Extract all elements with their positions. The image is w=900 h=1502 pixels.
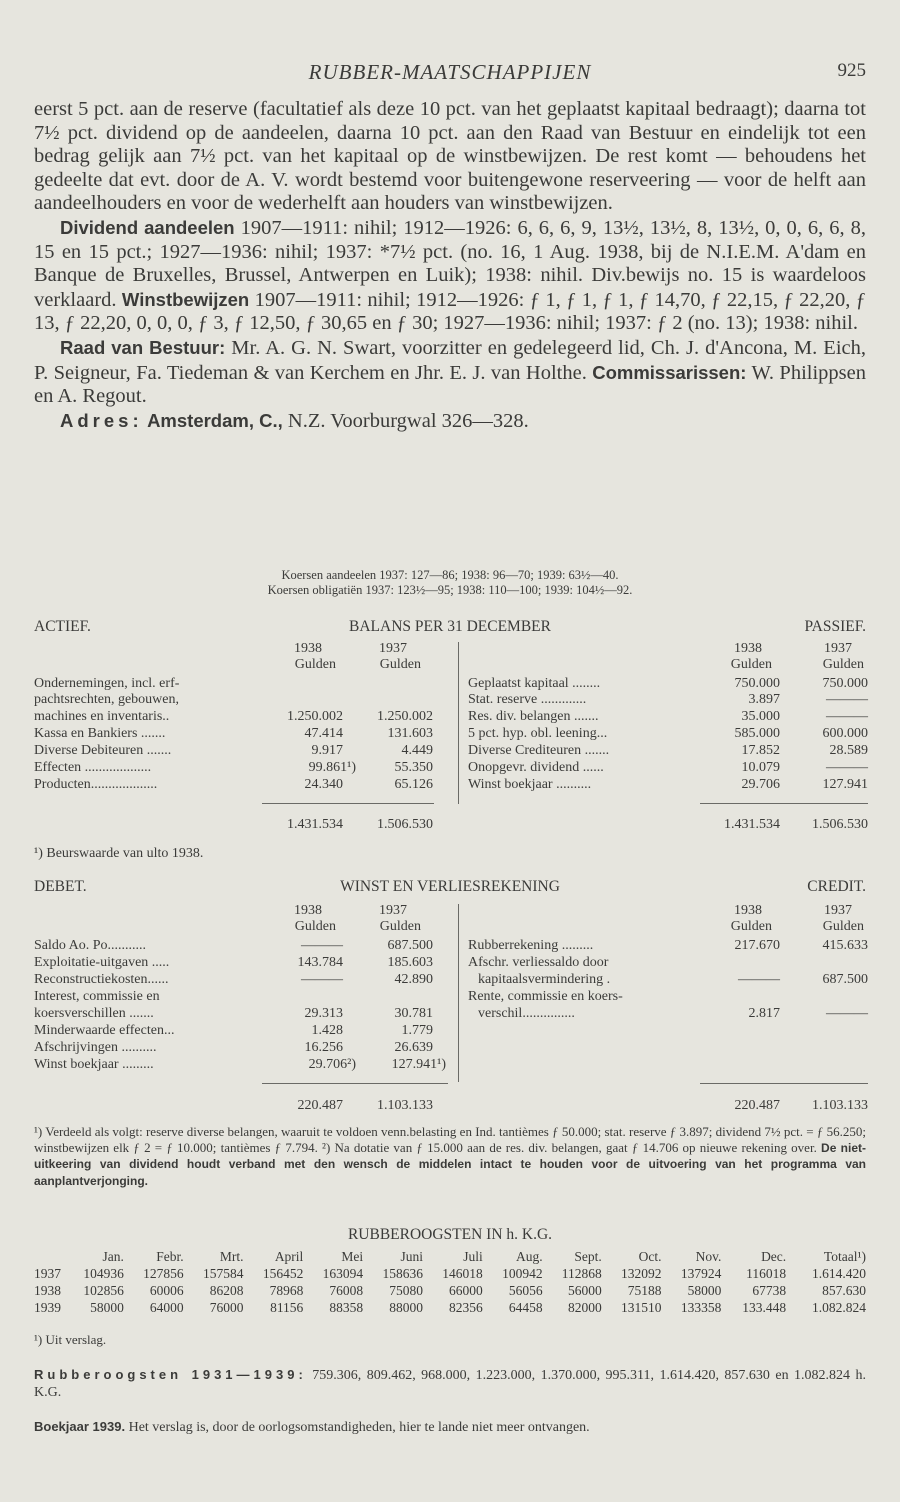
quotes-block xyxy=(0,568,900,598)
balance-right-unit-1: Gulden xyxy=(730,657,772,672)
balance-right-total-1938: 1.431.534 xyxy=(724,817,780,832)
pl-footnote-bold: De niet-uitkeering van dividend houdt verband met den wensch de middelen intact te houden voor de uitvoering van het programma van aanplantverjonging. xyxy=(34,1140,866,1188)
harvest-cell: 100942 xyxy=(502,1266,543,1281)
balance-right-year-1: 1938 xyxy=(734,641,762,656)
pl-left-total-1937: 1.103.133 xyxy=(377,1098,433,1113)
harvest-month xyxy=(34,1248,64,1265)
balance-right-year-2: 1937 xyxy=(824,641,852,656)
harvest-cell: 67738 xyxy=(752,1283,787,1298)
debet-value-1937: 127.941¹) xyxy=(391,1057,446,1072)
harvest-cell: 76008 xyxy=(329,1283,364,1298)
debet-value-1938: 29.313 xyxy=(304,1006,343,1021)
pl-title: WINST EN VERLIESREKENING xyxy=(340,878,560,895)
pl-right-unit-1: Gulden xyxy=(730,919,772,934)
fiscal-year-text: Het verslag is, door de oorlogsomstandigheden, hier te lande niet meer ontvangen. xyxy=(125,1420,590,1435)
commissioners-text: W. Philippsen en A. Regout. xyxy=(34,361,866,408)
harvest-cell: 64458 xyxy=(508,1300,543,1315)
page-header xyxy=(34,60,866,88)
harvest-month: Totaal¹) xyxy=(823,1249,866,1264)
balance-right-unit-2: Gulden xyxy=(822,657,864,672)
harvest-cell: 156452 xyxy=(262,1266,304,1281)
debet-label: Exploitatie-uitgaven ..... xyxy=(34,955,170,970)
actief-value-1937: 55.350 xyxy=(394,760,433,775)
balance-right-total-1937: 1.506.530 xyxy=(812,817,868,832)
pl-right-unit-2: Gulden xyxy=(822,919,864,934)
actief-value-1938: 24.340 xyxy=(304,777,343,792)
harvest-cell: 112868 xyxy=(561,1266,602,1281)
balance-left-unit-2: Gulden xyxy=(379,657,421,672)
pl-left-year-1: 1938 xyxy=(294,903,322,918)
passief-value-1938: 10.079 xyxy=(741,760,780,775)
dividend-text: 1907—1911: nihil; 1912—1926: 6, 6, 6, 9, 13½, 13½, 8, 13½, 0, 0, 6, 6, 8, 15 en 15 pct.; 1927—1936: nihil; 1937: *7½ pct. (no. 16, 1 Aug. 1938, bij de N.I.E.M. A'dam en Banque de Bruxelles, Brussel, Antwerpen en Luik); 1938: nihil. Div.bewijs no. 15 is waardeloos verklaard. xyxy=(34,216,866,311)
credit-value-1938: 217.670 xyxy=(734,938,780,953)
harvest-month: Mei xyxy=(341,1249,364,1264)
balance-left-year-1: 1938 xyxy=(294,641,322,656)
pl-right-year-1: 1938 xyxy=(734,903,762,918)
debet-label: Reconstructiekosten...... xyxy=(34,972,169,987)
harvest-year: 1938 xyxy=(34,1283,61,1298)
debet-value-1937: 1.779 xyxy=(401,1023,433,1038)
pl-right-year-2: 1937 xyxy=(824,903,852,918)
passief-title: PASSIEF. xyxy=(804,618,866,635)
harvest-summary xyxy=(34,1366,866,1401)
credit-label: verschil............... xyxy=(478,1006,575,1021)
harvest-cell: 137924 xyxy=(680,1266,722,1281)
harvest-cell: 64000 xyxy=(149,1300,184,1315)
harvest-cell: 133.448 xyxy=(742,1300,787,1315)
balance-footnote: ¹) Beurswaarde van ulto 1938. xyxy=(34,846,204,861)
actief-value-1938: 99.861¹) xyxy=(308,760,356,775)
harvest-cell: 163094 xyxy=(322,1266,364,1281)
actief-value-1937: 131.603 xyxy=(387,726,433,741)
pl-right-total-1937: 1.103.133 xyxy=(812,1098,868,1113)
passief-value-1938: 29.706 xyxy=(741,777,780,792)
harvest-summary-label: Rubberoogsten 1931—1939: xyxy=(34,1367,307,1382)
board-text: Mr. A. G. N. Swart, voorzitter en gedelegeerd lid, Ch. J. d'Ancona, M. Eich, P. Seigneur, Fa. Tiedeman & van Kerchem en Jhr. E. J. van Holthe. xyxy=(34,336,866,384)
passief-value-1937: 127.941 xyxy=(822,777,868,792)
passief-label: Diverse Crediteuren ....... xyxy=(468,743,610,758)
fiscal-year-label: Boekjaar 1939. xyxy=(34,1419,126,1434)
passief-label: Stat. reserve ............. xyxy=(468,692,587,707)
passief-value-1938: 585.000 xyxy=(734,726,780,741)
harvest-cell: 1.614.420 xyxy=(812,1266,866,1281)
debet-value-1938: ——— xyxy=(301,972,343,987)
harvest-cell: 56056 xyxy=(508,1283,543,1298)
harvest-cell: 82356 xyxy=(449,1300,483,1315)
harvest-month: Juni xyxy=(400,1249,423,1264)
balance-left-year-2: 1937 xyxy=(379,641,407,656)
passief-value-1938: 35.000 xyxy=(741,709,780,724)
harvest-row-1938 xyxy=(34,1282,866,1299)
passief-value-1938: 750.000 xyxy=(734,676,780,691)
actief-label: Effecten ................... xyxy=(34,760,152,775)
quotes-bonds: Koersen obligatiën 1937: 123½—95; 1938: 110—100; 1939: 104½—92. xyxy=(267,583,633,597)
pl-right-total-1938: 220.487 xyxy=(734,1098,780,1113)
actief-label: Ondernemingen, incl. erf- xyxy=(34,676,180,691)
balance-title-row xyxy=(34,618,866,638)
passief-value-1937: 750.000 xyxy=(822,676,868,691)
harvest-cell: 56000 xyxy=(567,1283,602,1298)
credit-value-1938: ——— xyxy=(738,972,780,987)
body-text xyxy=(34,98,866,433)
debet-value-1937: 185.603 xyxy=(387,955,433,970)
harvest-cell: 88358 xyxy=(329,1300,364,1315)
debet-value-1937: 687.500 xyxy=(387,938,433,953)
harvest-year: 1937 xyxy=(34,1266,61,1281)
harvest-summary-text: 759.306, 809.462, 968.000, 1.223.000, 1.370.000, 995.311, 1.614.420, 857.630 en 1.082.824 h. K.G. xyxy=(34,1368,866,1400)
actief-label: Kassa en Bankiers ....... xyxy=(34,726,166,741)
harvest-cell: 76000 xyxy=(209,1300,244,1315)
passief-label: Res. div. belangen ....... xyxy=(468,709,599,724)
fiscal-year-note xyxy=(34,1418,866,1436)
harvest-cell: 60006 xyxy=(149,1283,184,1298)
credit-value-1937: ——— xyxy=(826,1006,868,1021)
board-label: Raad van Bestuur: xyxy=(60,336,226,358)
harvest-cell: 78968 xyxy=(269,1283,304,1298)
address-label: Adres: xyxy=(60,409,143,431)
credit-label: Afschr. verliessaldo door xyxy=(468,955,609,970)
harvest-cell: 58000 xyxy=(90,1300,124,1315)
harvest-cell: 146018 xyxy=(442,1266,483,1281)
harvest-month: Aug. xyxy=(516,1249,543,1264)
winstbewijzen-label: Winstbewijzen xyxy=(121,288,250,310)
address-city: Amsterdam, C., xyxy=(142,409,283,431)
pl-divider xyxy=(458,904,459,1082)
debet-label: Afschrijvingen .......... xyxy=(34,1040,157,1055)
debet-value-1937: 42.890 xyxy=(394,972,433,987)
credit-label: Rubberrekening ......... xyxy=(468,938,594,953)
passief-value-1937: 600.000 xyxy=(822,726,868,741)
pl-left-year-2: 1937 xyxy=(379,903,407,918)
actief-label: Diverse Debiteuren ....... xyxy=(34,743,172,758)
pl-total-rule-left xyxy=(262,1083,448,1084)
pl-footnote-text: ¹) Verdeeld als volgt: reserve diverse belangen, waaruit te voldoen venn.belasting en Ind. tantièmes ƒ 50.000; stat. reserve ƒ 3.897; dividend 7½ pct. = ƒ 56.250; winstbewijzen elk ƒ 2 = ƒ 10.000; tantièmes ƒ 7.794. ²) Na dotatie van ƒ 15.000 aan de res. div. belangen, gaat ƒ 14.706 op nieuwe rekening over. xyxy=(34,1124,866,1155)
actief-label: Producten................... xyxy=(34,777,158,792)
harvest-cell: 133358 xyxy=(680,1300,722,1315)
pl-title-row xyxy=(34,878,866,898)
harvest-cell: 86208 xyxy=(209,1283,244,1298)
harvest-month: April xyxy=(274,1249,304,1264)
harvest-cell: 116018 xyxy=(746,1266,787,1281)
harvest-row-1939 xyxy=(34,1299,866,1316)
harvest-cell: 81156 xyxy=(270,1300,304,1315)
balance-left-total-1937: 1.506.530 xyxy=(377,817,433,832)
debet-label: Saldo Ao. Po........... xyxy=(34,938,147,953)
actief-label: machines en inventaris.. xyxy=(34,709,170,724)
harvest-footnote: ¹) Uit verslag. xyxy=(34,1332,107,1347)
harvest-month: Mrt. xyxy=(219,1249,244,1264)
passief-label: Geplaatst kapitaal ........ xyxy=(468,676,601,691)
credit-value-1937: 687.500 xyxy=(822,972,868,987)
harvest-year: 1939 xyxy=(34,1300,61,1315)
passief-value-1937: ——— xyxy=(826,709,868,724)
debet-label: koersverschillen ....... xyxy=(34,1006,154,1021)
balance-title: BALANS PER 31 DECEMBER xyxy=(349,618,551,635)
statutes-paragraph: eerst 5 pct. aan de reserve (facultatief als deze 10 pct. van het geplaatst kapitaal bedraagt); daarna tot 7½ pct. dividend op de aandeelen, daarna 10 pct. aan den Raad van Bestuur en eindelijk tot een bedrag gelijk aan 7½ pct. van het kapitaal op de winstbewijzen. De rest komt — behoudens het gedeelte dat evt. door de A. V. wordt bestemd voor buitengewone reserveering — voor de helft aan aandeelhouders en voor de wederhelft aan houders van winstbewijzen. xyxy=(34,98,866,215)
passief-value-1937: ——— xyxy=(826,760,868,775)
debet-label: Winst boekjaar ......... xyxy=(34,1057,154,1072)
harvest-title: RUBBEROOGSTEN IN h. K.G. xyxy=(347,1226,553,1243)
address-paragraph xyxy=(34,409,866,434)
harvest-month: Oct. xyxy=(638,1249,662,1264)
actief-value-1938: 47.414 xyxy=(304,726,343,741)
actief-value-1937: 4.449 xyxy=(401,743,433,758)
debet-label: Minderwaarde effecten... xyxy=(34,1023,175,1038)
passief-label: 5 pct. hyp. obl. leening... xyxy=(468,726,608,741)
quotes-shares: Koersen aandeelen 1937: 127—86; 1938: 96—70; 1939: 63½—40. xyxy=(281,568,619,582)
passief-label: Winst boekjaar .......... xyxy=(468,777,592,792)
dividend-label: Dividend aandeelen xyxy=(60,216,235,238)
passief-label: Onopgevr. dividend ...... xyxy=(468,760,604,775)
debet-label: Interest, commissie en xyxy=(34,989,160,1004)
actief-value-1937: 65.126 xyxy=(394,777,433,792)
credit-value-1938: 2.817 xyxy=(748,1006,780,1021)
harvest-month: Sept. xyxy=(574,1249,602,1264)
actief-value-1938: 1.250.002 xyxy=(287,709,343,724)
dividend-paragraph xyxy=(34,216,866,336)
harvest-cell: 88000 xyxy=(389,1300,423,1315)
pl-footnotes xyxy=(34,1124,866,1189)
debet-value-1938: 16.256 xyxy=(304,1040,343,1055)
credit-value-1937: 415.633 xyxy=(822,938,868,953)
harvest-cell: 104936 xyxy=(83,1266,124,1281)
winstbewijzen-text: 1907—1911: nihil; 1912—1926: ƒ 1, ƒ 1, ƒ 1, ƒ 14,70, ƒ 22,15, ƒ 22,20, ƒ 13, ƒ 22,20, 0, 0, 0, ƒ 3, ƒ 12,50, ƒ 30,65 en ƒ 30; 1927—1936: nihil; 1937: ƒ 2 (no. 13); 1938: nihil. xyxy=(34,288,866,335)
harvest-cell: 132092 xyxy=(621,1266,662,1281)
harvest-cell: 102856 xyxy=(83,1283,124,1298)
passief-value-1938: 3.897 xyxy=(748,692,780,707)
passief-value-1938: 17.852 xyxy=(741,743,780,758)
balance-divider xyxy=(458,642,459,804)
harvest-cell: 131510 xyxy=(621,1300,662,1315)
pl-left-total-1938: 220.487 xyxy=(297,1098,343,1113)
debet-value-1938: 29.706²) xyxy=(308,1057,356,1072)
debet-value-1938: ——— xyxy=(301,938,343,953)
pl-total-rule-right xyxy=(700,1083,868,1084)
board-paragraph xyxy=(34,336,866,409)
balance-total-rule-right xyxy=(700,803,868,804)
harvest-cell: 1.082.824 xyxy=(812,1300,866,1315)
harvest-month: Dec. xyxy=(761,1249,787,1264)
debet-value-1937: 30.781 xyxy=(394,1006,433,1021)
commissioners-label: Commissarissen: xyxy=(592,361,747,383)
credit-label: kapitaalsvermindering . xyxy=(478,972,611,987)
credit-title: CREDIT. xyxy=(807,878,866,895)
address-text: N.Z. Voorburgwal 326—328. xyxy=(282,409,529,432)
harvest-month: Nov. xyxy=(695,1249,722,1264)
actief-value-1937: 1.250.002 xyxy=(377,709,433,724)
actief-value-1938: 9.917 xyxy=(311,743,343,758)
harvest-cell: 75080 xyxy=(389,1283,423,1298)
pl-left-unit-1: Gulden xyxy=(294,919,336,934)
harvest-cell: 157584 xyxy=(202,1266,244,1281)
harvest-row-1937 xyxy=(34,1265,866,1282)
harvest-month: Juli xyxy=(463,1249,483,1264)
harvest-month: Jan. xyxy=(102,1249,124,1264)
debet-value-1937: 26.639 xyxy=(394,1040,433,1055)
pl-left-unit-2: Gulden xyxy=(379,919,421,934)
harvest-cell: 127856 xyxy=(143,1266,184,1281)
page-number: 925 xyxy=(837,60,866,81)
harvest-month: Febr. xyxy=(156,1249,184,1264)
balance-total-rule-left xyxy=(262,803,434,804)
harvest-cell: 66000 xyxy=(449,1283,483,1298)
debet-value-1938: 143.784 xyxy=(297,955,343,970)
balance-left-unit-1: Gulden xyxy=(294,657,336,672)
harvest-table xyxy=(34,1248,866,1316)
harvest-cell: 857.630 xyxy=(822,1283,866,1298)
debet-title: DEBET. xyxy=(34,878,87,895)
harvest-cell: 82000 xyxy=(567,1300,602,1315)
harvest-cell: 58000 xyxy=(687,1283,722,1298)
harvest-header-row xyxy=(34,1248,866,1265)
harvest-cell: 75188 xyxy=(627,1283,662,1298)
credit-label: Rente, commissie en koers- xyxy=(468,989,623,1004)
passief-value-1937: 28.589 xyxy=(829,743,868,758)
passief-value-1937: ——— xyxy=(826,692,868,707)
harvest-cell: 158636 xyxy=(382,1266,423,1281)
actief-label: pachtsrechten, gebouwen, xyxy=(34,692,179,707)
harvest-title-row xyxy=(34,1226,866,1246)
balance-left-total-1938: 1.431.534 xyxy=(287,817,343,832)
actief-title: ACTIEF. xyxy=(34,618,91,635)
debet-value-1938: 1.428 xyxy=(311,1023,343,1038)
running-title: RUBBER-MAATSCHAPPIJEN xyxy=(308,60,592,84)
